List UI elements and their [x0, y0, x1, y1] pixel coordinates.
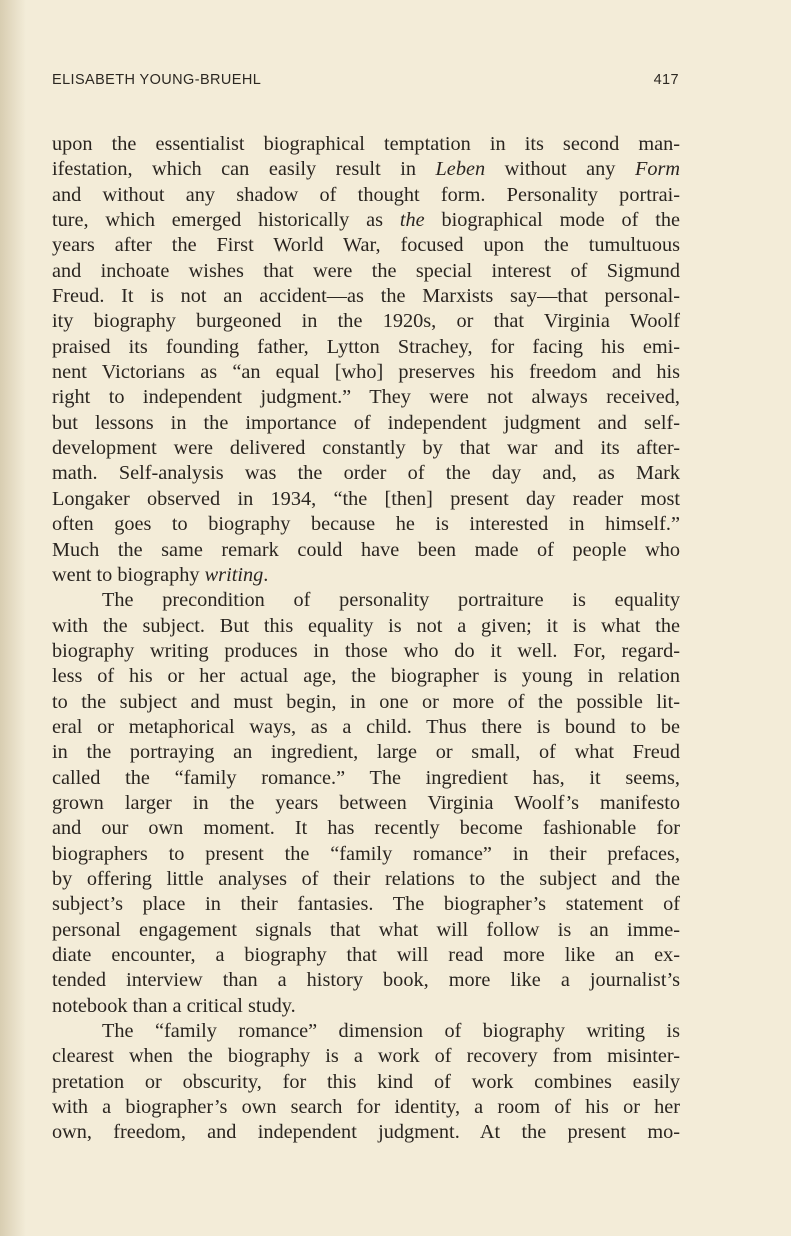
text-line: [52, 1095, 680, 1120]
body-text: [52, 132, 680, 1146]
text-line: [52, 943, 680, 968]
text-line: [52, 918, 680, 943]
text-segment: Freud. It is not an accident—as the Marxists say—that personal-: [52, 285, 680, 308]
text-line: [52, 360, 680, 385]
text-segment: and our own moment. It has recently become fashionable for: [52, 817, 680, 840]
text-line: [52, 690, 680, 715]
text-segment: biographers to present the “family romance” in their prefaces,: [52, 842, 680, 865]
running-head: [52, 72, 679, 88]
text-segment: to the subject and must begin, in one or more of the possible lit-: [52, 690, 680, 713]
page-gutter-shadow: [0, 0, 26, 1236]
text-line: [52, 538, 680, 563]
text-segment: ture, which emerged historically as: [52, 209, 400, 232]
text-line: [52, 487, 680, 512]
text-segment: clearest when the biography is a work of recovery from misinter-: [52, 1045, 680, 1068]
text-segment: math. Self-analysis was the order of the day and, as Mark: [52, 462, 680, 485]
text-segment: diate encounter, a biography that will read more like an ex-: [52, 944, 680, 966]
text-line: [52, 259, 680, 284]
italic-text: Leben: [435, 158, 486, 181]
text-segment: grown larger in the years between Virginia Woolf’s manifesto: [52, 791, 680, 814]
text-line: [52, 284, 680, 309]
text-line: [52, 994, 680, 1019]
text-line: [52, 411, 680, 436]
text-segment: by offering little analyses of their relations to the subject and the: [52, 867, 680, 890]
text-segment: with a biographer’s own search for identity, a room of his or her: [52, 1096, 680, 1119]
text-segment: eral or metaphorical ways, as a child. Thus there is bound to be: [52, 715, 680, 738]
text-line: [52, 512, 680, 537]
text-line: [52, 842, 680, 867]
text-segment: in the portraying an ingredient, large or small, of what Freud: [52, 741, 680, 764]
text-line: [52, 1044, 680, 1069]
text-segment: tended interview than a history book, more like a journalist’s: [52, 969, 680, 992]
text-segment: went to biography: [52, 563, 205, 586]
text-line: [52, 1019, 680, 1044]
text-segment: ity biography burgeoned in the 1920s, or that Virginia Woolf: [52, 310, 680, 333]
text-segment: but lessons in the importance of independent judgment and self-: [52, 411, 680, 434]
italic-text: Form: [634, 158, 681, 181]
italic-text: writing: [204, 563, 264, 586]
text-line: [52, 867, 680, 892]
text-line: [52, 766, 680, 791]
text-line: [52, 183, 680, 208]
text-line: [52, 335, 680, 360]
text-segment: .: [263, 563, 269, 586]
text-segment: biographical mode of the: [424, 209, 680, 232]
text-segment: upon the essentialist biographical temptation in its second man-: [52, 133, 680, 155]
text-segment: notebook than a critical study.: [52, 994, 296, 1017]
text-segment: years after the First World War, focused upon the tumultuous: [52, 234, 680, 257]
text-segment: and inchoate wishes that were the special interest of Sigmund: [52, 259, 680, 282]
text-line: [52, 461, 680, 486]
text-segment: The “family romance” dimension of biography writing is: [102, 1020, 680, 1043]
text-line: [52, 791, 680, 816]
text-line: [52, 968, 680, 993]
text-segment: called the “family romance.” The ingredient has, it seems,: [52, 766, 680, 789]
text-line: [52, 614, 680, 639]
text-line: [52, 1070, 680, 1095]
text-segment: with the subject. But this equality is not a given; it is what the: [52, 614, 680, 637]
text-line: [52, 436, 680, 461]
text-line: [52, 309, 680, 334]
text-segment: and without any shadow of thought form. Personality portrai-: [52, 183, 680, 206]
text-line: [52, 157, 680, 182]
text-segment: personal engagement signals that what will follow is an imme-: [52, 918, 680, 941]
text-segment: The precondition of personality portraiture is equality: [102, 589, 680, 612]
text-line: [52, 715, 680, 740]
text-line: [52, 1120, 680, 1145]
text-line: [52, 132, 680, 157]
text-line: [52, 385, 680, 410]
text-line: [52, 740, 680, 765]
text-line: [52, 233, 680, 258]
text-line: [52, 208, 680, 233]
page-number: 417: [653, 72, 679, 88]
text-line: [52, 639, 680, 664]
text-line: [52, 816, 680, 841]
text-segment: development were delivered constantly by that war and its after-: [52, 437, 680, 460]
text-segment: praised its founding father, Lytton Strachey, for facing his emi-: [52, 335, 680, 358]
text-segment: pretation or obscurity, for this kind of work combines easily: [52, 1070, 680, 1093]
text-line: [52, 892, 680, 917]
text-segment: nent Victorians as “an equal [who] preserves his freedom and his: [52, 361, 680, 384]
text-line: [52, 588, 680, 613]
text-segment: biography writing produces in those who do it well. For, regard-: [52, 639, 680, 662]
text-segment: often goes to biography because he is interested in himself.”: [52, 513, 680, 536]
text-segment: own, freedom, and independent judgment. At the present mo-: [52, 1121, 680, 1144]
text-segment: ifestation, which can easily result in: [52, 158, 436, 181]
text-segment: Much the same remark could have been made of people who: [52, 538, 680, 561]
text-segment: Longaker observed in 1934, “the [then] present day reader most: [52, 487, 680, 510]
text-segment: less of his or her actual age, the biographer is young in relation: [52, 665, 680, 688]
text-segment: subject’s place in their fantasies. The biographer’s statement of: [52, 893, 680, 916]
italic-text: the: [399, 209, 425, 232]
text-segment: without any: [485, 158, 635, 181]
text-line: [52, 664, 680, 689]
text-segment: right to independent judgment.” They were not always received,: [52, 386, 680, 409]
running-head-author: ELISABETH YOUNG-BRUEHL: [52, 72, 262, 88]
text-line: [52, 563, 680, 588]
